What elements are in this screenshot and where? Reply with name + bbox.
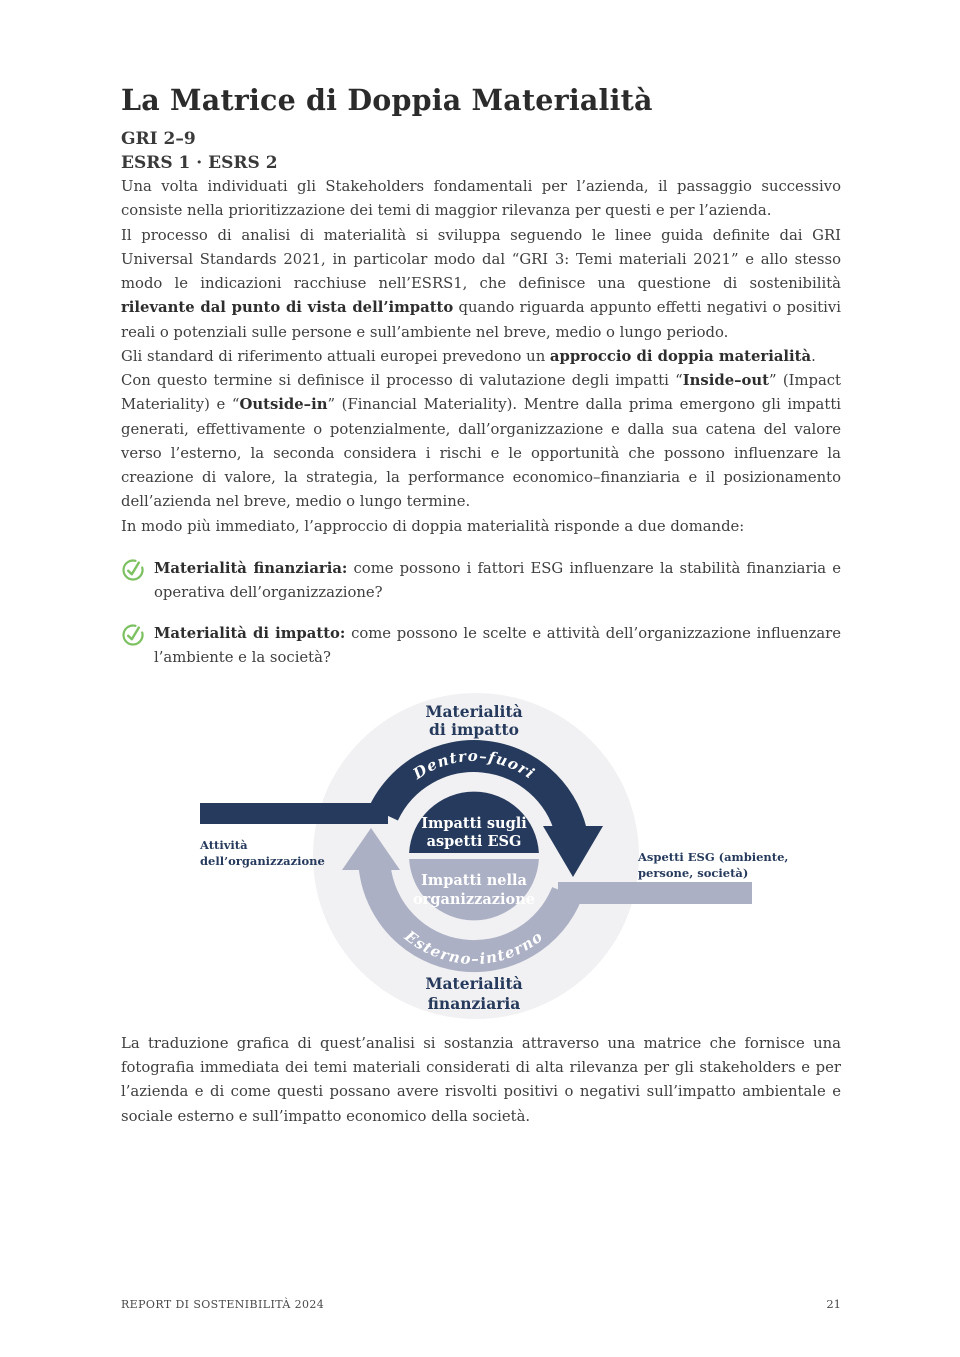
list-item <box>121 557 841 605</box>
two-questions-intro <box>121 515 841 539</box>
financial-materiality-term: Materialità finanziaria: <box>154 560 348 577</box>
process-text-2: quando riguarda appunto effetti negativi o positivi reali o potenziali sulle persone e sull’ambiente nel breve, medio o lungo periodo. <box>121 299 841 341</box>
closing-text: La traduzione grafica di quest’analisi si sostanzia attraverso una matrice che fornisce una fotografia immediata dei temi materiali considerati di alta rilevanza per gli stakeholders e per l’azienda e di come questi possano avere risvolti positivi o negativi sull’impatto ambientale e sociale esterno e sull’impatto economico della società. <box>121 1034 841 1125</box>
impact-materiality-label-line2: di impatto <box>429 719 519 739</box>
impacts-org-text-line1: Impatti nella <box>421 871 527 889</box>
financial-materiality-label: Materialità <box>425 973 523 993</box>
financial-materiality-question: come possono i fattori ESG influenzare la stabilità finanziaria e operativa dell’organizzazione? <box>154 560 841 601</box>
organization-activity-label-line2: dell’organizzazione <box>200 853 325 868</box>
terms-text-2: ” (Impact Materiality) e “ <box>121 372 841 414</box>
inside-out-outside-in-paragraph <box>121 369 841 515</box>
standards-references <box>121 127 841 175</box>
approach-text: Gli standard di riferimento attuali europei prevedono un <box>121 347 550 365</box>
impact-materiality-question: come possono le scelte e attività dell’organizzazione influenzare l’ambiente e la società? <box>154 624 841 666</box>
approach-bold: approccio di doppia materialità <box>549 347 812 365</box>
outside-in-bold: Outside–in <box>239 396 328 414</box>
esrs-reference: ESRS 1 · ESRS 2 <box>121 152 278 173</box>
inside-out-bold: Inside–out <box>682 372 769 390</box>
approach-text-2: . <box>811 347 816 365</box>
impacts-esg-text-line1: Impatti sugli <box>421 814 527 832</box>
page-title: La Matrice di Doppia Materialità <box>121 83 653 117</box>
footer-page-number: 21 <box>826 1297 841 1311</box>
esg-aspects-label-line2: persone, società) <box>638 865 749 880</box>
terms-text: Con questo termine si definisce il processo di valutazione degli impatti “ <box>121 372 683 390</box>
closing-block <box>0 1032 960 1129</box>
dentro-fuori-text: Dentro–fuori <box>409 746 539 783</box>
page-header <box>0 84 960 175</box>
esterno-interno-text: Esterno–interno <box>401 926 547 968</box>
organization-activity-bar <box>200 803 388 824</box>
financial-materiality-label-line2: finanziaria <box>427 993 521 1013</box>
double-materiality-diagram <box>0 687 960 1032</box>
list-item <box>121 622 841 670</box>
materiality-questions-list <box>121 557 841 670</box>
impacts-org-text-line2: organizzazione <box>413 890 535 908</box>
impacts-esg-text-line2: aspetti ESG <box>426 832 522 850</box>
closing-paragraph <box>121 1032 841 1129</box>
gri-reference: GRI 2–9 <box>121 128 196 149</box>
double-materiality-approach-paragraph <box>121 345 841 369</box>
process-text: Il processo di analisi di materialità si sviluppa seguendo le linee guida definite dai GRI Universal Standards 2021, in particolar modo dal “GRI 3: Temi materiali 2021” e allo stesso modo le indicazioni racchiuse nell’ESRS1, che definisce una questione di sostenibilità <box>121 226 841 293</box>
terms-text-3: ” (Financial Materiality). Mentre dalla prima emergono gli impatti generati, effettivamente o potenzialmente, dall’organizzazione e dalla sua catena del valore verso l’esterno, la seconda considera i rischi e le opportunità che possono influenzare la creazione di valore, la strategia, la performance economico–finanziaria e il posizionamento dell’azienda nel breve, medio o lungo termine. <box>121 396 842 511</box>
process-bold-impact: rilevante dal punto di vista dell’impatto <box>121 299 454 317</box>
materiality-process-paragraph <box>121 224 841 345</box>
impact-materiality-label: Materialità <box>425 701 523 721</box>
check-circle-icon <box>121 558 145 582</box>
intro-paragraph <box>121 175 841 224</box>
body-text-block <box>0 175 960 670</box>
esg-aspects-bar <box>558 882 752 904</box>
esg-aspects-label-line1: Aspetti ESG (ambiente, <box>638 849 789 864</box>
intro-text: Una volta individuati gli Stakeholders fondamentali per l’azienda, il passaggio successivo consiste nella prioritizzazione dei temi di maggior rilevanza per questi e per l’azienda. <box>121 178 841 220</box>
page-footer <box>121 1297 841 1311</box>
list-item-text <box>154 557 841 605</box>
check-circle-icon <box>121 623 145 647</box>
question-intro-text: In modo più immediato, l’approccio di doppia materialità risponde a due domande: <box>121 517 745 535</box>
organization-activity-label-line1: Attività <box>200 837 248 852</box>
impact-materiality-term: Materialità di impatto: <box>154 624 346 642</box>
list-item-text <box>154 622 841 670</box>
footer-report-label: REPORT DI SOSTENIBILITÀ 2024 <box>121 1298 325 1311</box>
